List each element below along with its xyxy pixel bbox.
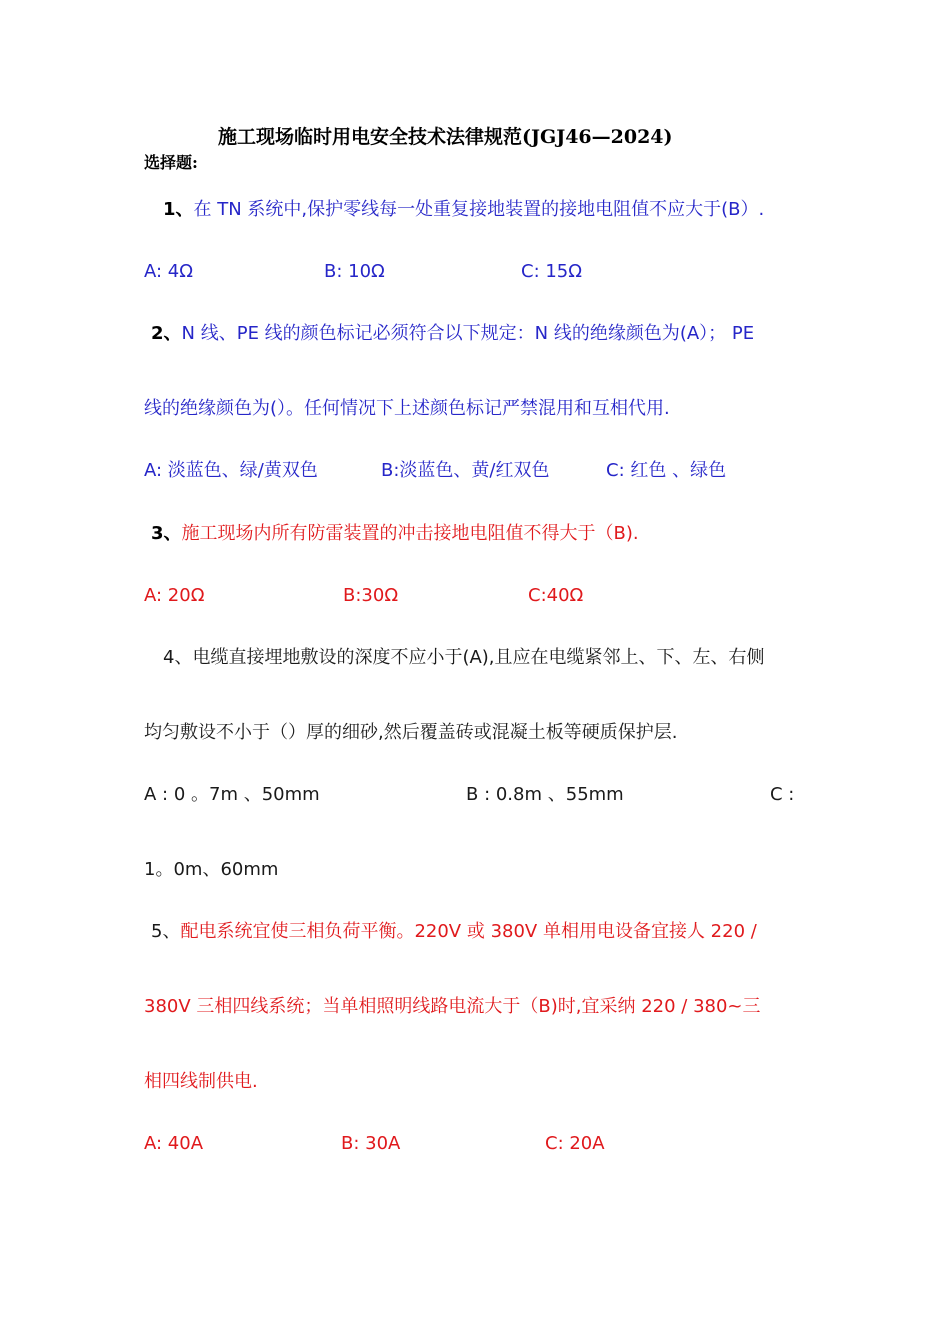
- document-title: 施工现场临时用电安全技术法律规范(JGJ46—2024): [218, 126, 673, 148]
- question-4-option-c-label: C :: [770, 784, 795, 805]
- question-4-line-1: [163, 646, 765, 670]
- question-5-option-c: C: 20A: [545, 1133, 605, 1154]
- question-4-option-c-value: 1。0m、60mm: [144, 859, 279, 880]
- section-heading: 选择题:: [144, 153, 198, 172]
- question-2-option-b: B:淡蓝色、黄/红双色: [381, 460, 550, 481]
- question-5-option-b: B: 30A: [341, 1133, 401, 1154]
- question-5-line-3: 相四线制供电.: [144, 1071, 258, 1092]
- question-5-option-a: A: 40A: [144, 1133, 204, 1154]
- question-3-number: 3、: [151, 523, 182, 544]
- question-3-option-c: C:40Ω: [528, 585, 584, 606]
- question-1-text: 在 TN 系统中,保护零线每一处重复接地装置的接地电阻值不应大于(B）.: [193, 199, 765, 220]
- question-2-option-c: C: 红色 、绿色: [606, 460, 727, 481]
- question-2-line-1: [151, 322, 754, 346]
- question-4-line-2: 均匀敷设不小于（）厚的细砂,然后覆盖砖或混凝土板等硬质保护层.: [144, 722, 678, 743]
- question-1: [163, 198, 764, 222]
- question-5-line-1: [151, 920, 757, 944]
- question-2-line-2: 线的绝缘颜色为(）。任何情况下上述颜色标记严禁混用和互相代用.: [144, 398, 670, 419]
- question-1-option-b: B: 10Ω: [324, 261, 385, 282]
- question-4-option-a: A : 0 。7m 、50mm: [144, 784, 320, 805]
- question-3-option-a: A: 20Ω: [144, 585, 205, 606]
- question-3: [151, 522, 639, 546]
- question-4-text-1: 电缆直接埋地敷设的深度不应小于(A),且应在电缆紧邻上、下、左、右侧: [192, 647, 765, 668]
- question-5-number: 5、: [151, 921, 181, 942]
- question-5-line-2: 380V 三相四线系统；当单相照明线路电流大于（B)时,宜采纳 220 / 380~三: [144, 996, 761, 1017]
- question-4-option-b: B : 0.8m 、55mm: [466, 784, 624, 805]
- question-1-number: 1、: [163, 199, 194, 220]
- question-5-text-1: 配电系统宜使三相负荷平衡。220V 或 380V 单相用电设备宜接人 220 /: [180, 921, 757, 942]
- question-3-text: 施工现场内所有防雷装置的冲击接地电阻值不得大于（B).: [181, 523, 639, 544]
- question-3-option-b: B:30Ω: [343, 585, 399, 606]
- question-4-number: 4、: [163, 647, 193, 668]
- question-1-option-a: A: 4Ω: [144, 261, 193, 282]
- question-2-option-a: A: 淡蓝色、绿/黄双色: [144, 460, 318, 481]
- question-1-option-c: C: 15Ω: [521, 261, 583, 282]
- question-2-number: 2、: [151, 323, 182, 344]
- question-2-text-1: N 线、PE 线的颜色标记必须符合以下规定：N 线的绝缘颜色为(A）； PE: [181, 323, 755, 344]
